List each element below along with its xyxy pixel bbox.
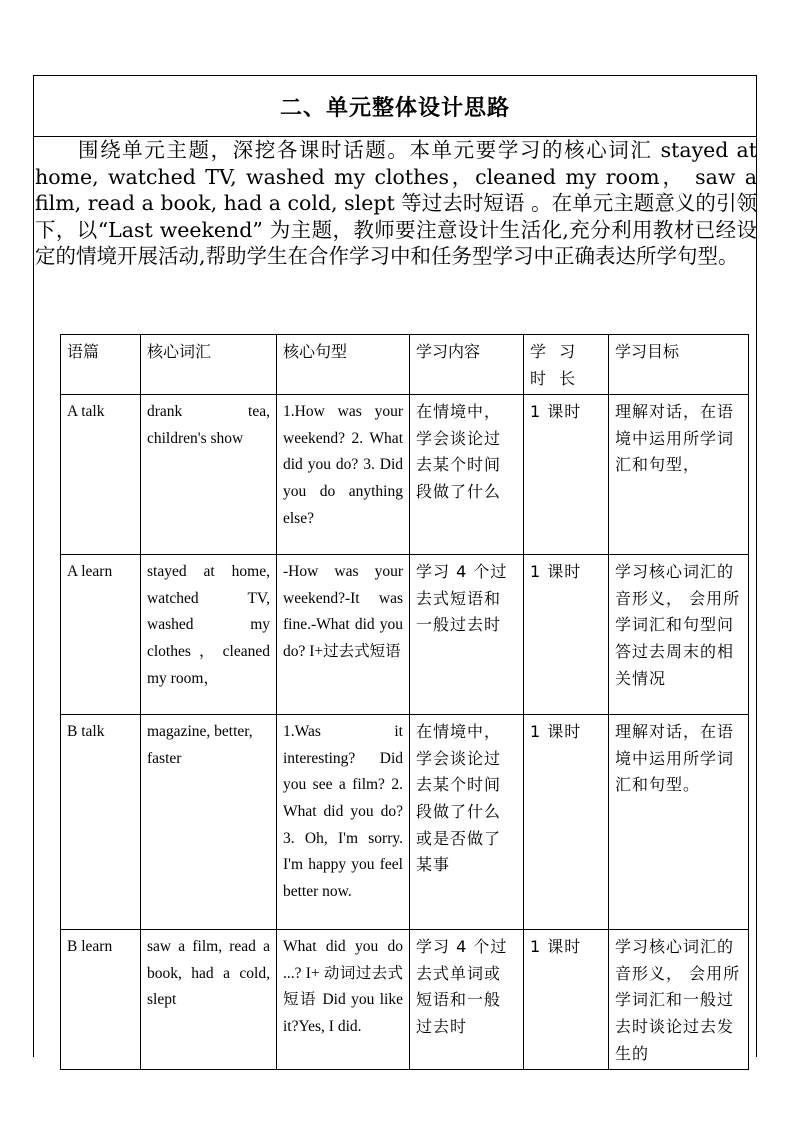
sentence-cell: 1.Was it interesting? Did you see a film? 2. What did you do? 3. Oh, I'm sorry. I'm happy you feel better now.: [277, 715, 410, 930]
table-row: [61, 930, 749, 1070]
vocab-cell: drank tea, children's show: [141, 395, 277, 555]
table-row: [61, 715, 749, 930]
header-cell: 核心句型: [277, 335, 410, 395]
document-frame: [33, 75, 757, 1063]
section-title: 二、单元整体设计思路: [279, 94, 510, 121]
sentence-cell: -How was your weekend?-It was fine.-What did you do? I+过去式短语: [277, 555, 410, 715]
duration-cell: 1 课时: [524, 715, 609, 930]
goal-cell: 学习核心词汇的音形义， 会用所学词汇和一般过去时谈论过去发生的: [609, 930, 749, 1070]
vocab-cell: saw a film, read a book, had a cold, slept: [141, 930, 277, 1070]
content-cell: 在情境中，学会谈论过去某个时间段做了什么或是否做了某事: [410, 715, 524, 930]
lesson-cell: B talk: [61, 715, 141, 930]
duration-cell: 1 课时: [524, 395, 609, 555]
unit-plan-table: [60, 334, 749, 1070]
header-cell: 核心词汇: [141, 335, 277, 395]
section-title-row: [34, 76, 756, 137]
content-cell: 学习 4 个过去式短语和一般过去时: [410, 555, 524, 715]
duration-cell: 1 课时: [524, 930, 609, 1070]
header-cell: 语篇: [61, 335, 141, 395]
lesson-cell: B learn: [61, 930, 141, 1070]
lesson-cell: A talk: [61, 395, 141, 555]
header-cell: 学习目标: [609, 335, 749, 395]
content-cell: 在情境中，学会谈论过去某个时间段做了什么: [410, 395, 524, 555]
goal-cell: 理解对话，在语境中运用所学词汇和句型，: [609, 395, 749, 555]
vocab-cell: stayed at home, watched TV, washed my clothes，cleaned my room，: [141, 555, 277, 715]
intro-paragraph: 围绕单元主题，深挖各课时话题。本单元要学习的核心词汇 stayed at home, watched TV, washed my clothes，cleaned my room， saw a film, read a book, had a cold, slept 等过去时短语 。在单元主题意义的引领下，以“Last weekend” 为主题，教师要注意设计生活化,充分利用教材已经设定的情境开展活动,帮助学生在合作学习中和任务型学习中正确表达所学句型。: [35, 138, 757, 268]
goal-cell: 理解对话，在语境中运用所学词汇和句型。: [609, 715, 749, 930]
unit-plan-table-wrapper: [60, 334, 749, 1070]
table-header-row: [61, 335, 749, 395]
duration-cell: 1 课时: [524, 555, 609, 715]
sentence-cell: What did you do ...? I+ 动词过去式短语 Did you like it?Yes, I did.: [277, 930, 410, 1070]
vocab-cell: magazine, better, faster: [141, 715, 277, 930]
lesson-cell: A learn: [61, 555, 141, 715]
goal-cell: 学习核心词汇的音形义， 会用所学词汇和句型问答过去周末的相关情况: [609, 555, 749, 715]
header-cell: 学习内容: [410, 335, 524, 395]
header-cell: 学 习 时 长: [524, 335, 609, 395]
content-cell: 学习 4 个过去式单词或短语和一般过去时: [410, 930, 524, 1070]
table-row: [61, 395, 749, 555]
sentence-cell: 1.How was your weekend? 2. What did you do? 3. Did you do anything else?: [277, 395, 410, 555]
table-row: [61, 555, 749, 715]
